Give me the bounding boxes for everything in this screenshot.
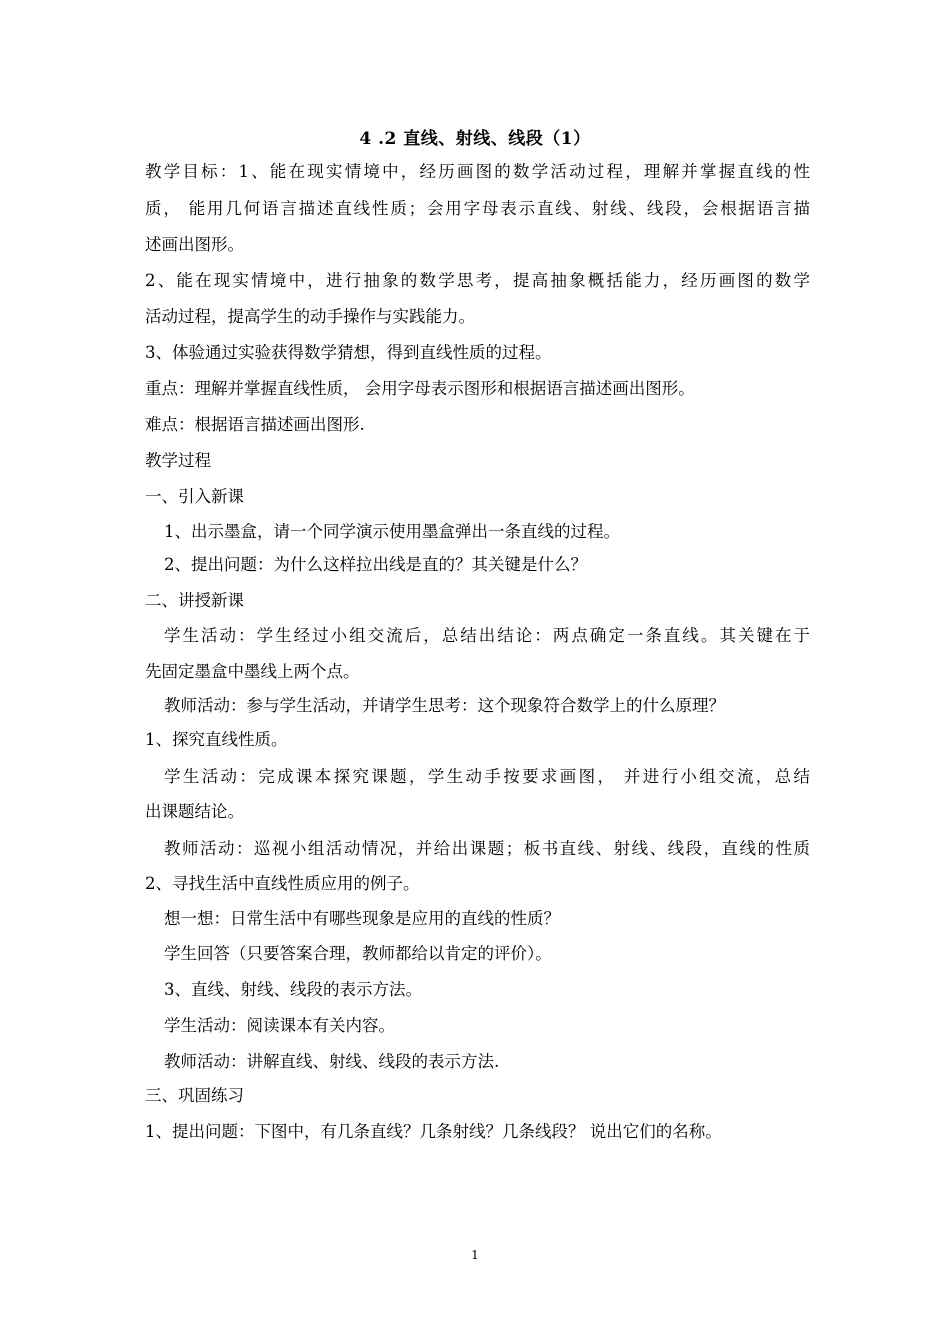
paragraph-line: 教师活动：参与学生活动，并请学生思考：这个现象符合数学上的什么原理？ xyxy=(164,696,725,715)
paragraph-line: 2、能在现实情境中，进行抽象的数学思考，提高抽象概括能力，经历画图的数学 xyxy=(145,271,810,290)
paragraph-line: 1、探究直线性质。 xyxy=(145,730,288,749)
paragraph-line: 活动过程，提高学生的动手操作与实践能力。 xyxy=(145,307,475,326)
paragraph-line: 述画出图形。 xyxy=(145,235,244,254)
section-heading: 一、引入新课 xyxy=(145,487,244,506)
paragraph-line: 质， 能用几何语言描述直线性质；会用字母表示直线、射线、线段，会根据语言描 xyxy=(145,199,810,218)
paragraph-line: 3、直线、射线、线段的表示方法。 xyxy=(164,980,422,999)
section-heading: 三、巩固练习 xyxy=(145,1086,244,1105)
paragraph-line: 2、寻找生活中直线性质应用的例子。 xyxy=(145,874,420,893)
paragraph-line: 重点：理解并掌握直线性质， 会用字母表示图形和根据语言描述画出图形。 xyxy=(145,379,695,398)
paragraph-line: 1、提出问题：下图中，有几条直线？几条射线？几条线段？ 说出它们的名称。 xyxy=(145,1122,722,1141)
page-number: 1 xyxy=(471,1248,479,1262)
paragraph-line: 3、体验通过实验获得数学猜想，得到直线性质的过程。 xyxy=(145,343,552,362)
paragraph-line: 出课题结论。 xyxy=(145,802,244,821)
paragraph-line: 1、出示墨盒，请一个同学演示使用墨盒弹出一条直线的过程。 xyxy=(164,522,620,541)
paragraph-line: 教学目标：1、能在现实情境中，经历画图的数学活动过程，理解并掌握直线的性 xyxy=(145,162,810,181)
paragraph-line: 学生活动：学生经过小组交流后，总结出结论：两点确定一条直线。其关键在于 xyxy=(164,626,810,645)
paragraph-line: 学生活动：完成课本探究课题，学生动手按要求画图， 并进行小组交流，总结 xyxy=(164,767,810,786)
section-heading: 二、讲授新课 xyxy=(145,591,244,610)
paragraph-line: 学生回答（只要答案合理，教师都给以肯定的评价）。 xyxy=(164,944,552,963)
paragraph-line: 2、提出问题：为什么这样拉出线是直的？其关键是什么？ xyxy=(164,555,587,574)
section-heading: 教学过程 xyxy=(145,451,211,470)
paragraph-line: 难点：根据语言描述画出图形. xyxy=(145,415,365,434)
paragraph-line: 学生活动：阅读课本有关内容。 xyxy=(164,1016,395,1035)
paragraph-line: 教师活动：巡视小组活动情况，并给出课题；板书直线、射线、线段，直线的性质 xyxy=(164,839,810,858)
paragraph-line: 先固定墨盒中墨线上两个点。 xyxy=(145,662,360,681)
document-title: 4 .2 直线、射线、线段（1） xyxy=(359,129,591,149)
paragraph-line: 想一想：日常生活中有哪些现象是应用的直线的性质？ xyxy=(164,909,560,928)
paragraph-line: 教师活动：讲解直线、射线、线段的表示方法. xyxy=(164,1052,500,1071)
